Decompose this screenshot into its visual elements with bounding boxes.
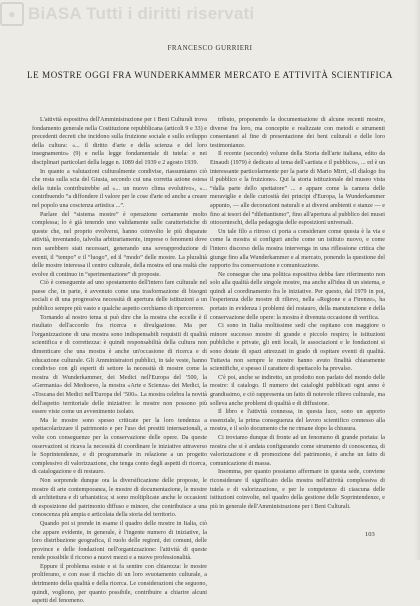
paragraph: tributo, proponendo la documentazione di alcune recenti mostre, diverse fra loro, ma concepite e realizzate con metodi e strumenti consentanei al fine di presentazione dei beni culturali e delle loro testimonianze. xyxy=(210,117,385,149)
paragraph: Un tale filo a ritroso ci porta a considerare come questa è la via e come la mostra si configuri anche come un istituto nuovo, e come l'intero discorso della mostra intervenga in una riflessione critica che giunge fino alla Wunderkammer e al mercato, ponendo la questione del rapporto fra conservazione e comunicazione. xyxy=(210,228,385,270)
watermark xyxy=(0,2,254,26)
biasa-logo-icon: ● xyxy=(0,2,24,26)
page-edge-shadow xyxy=(414,0,420,560)
paragraph: In quanto a valutazioni culturalmente condivise, riassumiamo ciò che resta sulla scia del Giusta, secondo cui una corretta azione estesa della tutela contribuirebbe ad «... un nuovo clima evolutivo», «... contribuendo “a diffondere il valore per le cose d'arte ed anche a creare nel popolo una coscienza artistica ...”. xyxy=(32,168,207,209)
text-column-left xyxy=(32,116,207,605)
paragraph: Ci sono in Italia moltissime sedi che ospitano con maggiore o minore successo mostre di grande e piccolo respiro; le istituzioni pubbliche e private, gli enti locali, le associazioni e le fondazioni si sono dotate di spazi attrezzati in grado di ospitare eventi di qualità. Tuttavia non sempre le mostre hanno avuto finalità chiaramente scientifiche, e spesso il carattere di spettacolo ha prevalso. xyxy=(210,323,385,373)
paragraph: Ciò è conseguente ad uno spostamento dell'intero fare culturale nel paese che, in parte, è avvenuto come una trasformazione di bisogni sociali e di una progressiva necessità di apertura delle istituzioni a un pubblico sempre più vasto e qualche aspetto cerchiamo di ripercorrere. xyxy=(32,280,207,313)
paragraph: Insomma, per quanto possiamo affermare in questa sede, conviene riconsiderare il significato della mostra nell'attività complessiva di tutela e di valorizzazione, e per le competenze di ciascuna delle istituzioni coinvolte, nel quadro della gestione delle Soprintendenze, e più in generale dell'Amministrazione per i Beni Culturali. xyxy=(210,469,385,510)
paragraph: Quando poi si prende in esame il quadro delle mostre in Italia, ciò che appare evidente, in generale, è l'ingente numero di iniziative, la loro distribuzione geografica, il ruolo delle regioni, dei comuni, delle province e delle fondazioni nell'organizzazione: l'attività di queste rende possibile il ricorso a nuovi mezzi e a nuove professionalità. xyxy=(32,520,207,562)
paragraph: L'attività espositiva dell'Amministrazione per i Beni Culturali trova fondamento generale nella Costituzione repubblicana (articoli 9 e 33) e precedenti decreti che incidono sulla fruizione sociale e sullo sviluppo della cultura: «... il diritto d'arte e della scienza e del loro insegnamento» (9) e nella legge fondamentale di tutela: e nei disciplinari particolari della legge n. 1089 del 1939 e 2 agosto 1939. xyxy=(32,117,207,166)
article-title: LE MOSTRE OGGI FRA WUNDERKAMMER MERCATO E ATTIVITÀ SCIENTIFICA xyxy=(27,70,393,80)
paragraph: Eppure il problema esiste e si fa sentire con chiarezza: le mostre proliferano, e con esse il rischio di un loro svuotamento culturale, a detrimento della qualità e della ricerca. Le considerazioni che seguono, quindi, vogliono, per quanto possibile, contribuire a chiarire alcuni aspetti del fenomeno. xyxy=(32,563,207,605)
paragraph: Il libro e l'attività connessa, in questa luce, sono un apporto essenziale, la prima conseguenza del lavoro scientifico connesso alla mostra, e il solo documento che ne rimane dopo la chiusura. xyxy=(210,409,385,433)
paragraph: Non sorprende dunque ora la diversificazione delle proposte, le mostre di arte contemporanea, le mostre di documentazione, le mostre di architettura e di urbanistica; si sono moltiplicate anche le occasioni di esposizione del patrimonio diffuso e minore, che contribuisce a una conoscenza più ampia e articolata della storia del territorio. xyxy=(32,477,207,519)
paragraph: Ci troviamo dunque di fronte ad un fenomeno di grande portata: la mostra che si è andata configurando come strumento di conoscenza, di valorizzazione e di promozione del patrimonio, è anche un fatto di comunicazione di massa. xyxy=(210,434,385,467)
page-number: 103 xyxy=(365,531,375,538)
text-column-right xyxy=(210,116,385,530)
paragraph: Tornando al nostro tema si può dire che la mostra che eccelle è il risultato dell'accordo fra ricerca e divulgazione. Ma per l'organizzazione di una mostra sono indispensabili requisiti di qualità scientifica e di correttezza: è quindi responsabilità della cultura non dimenticare che una mostra è anche un'occasione di ricerca e di educazione culturale. Gli Amministratori pubblici, in tale veste, hanno condiviso con gli esperti di settore la necessità di mostre come la mostra di Wunderkammer, dei Medici nell'Europa del ’500, la «Germania» del Medioevo, la mostra «Arte e Scienza» dei Medici, la «Toscana dei Medici nell'Europa del ’500». La mostra celebra la novità dell'aspetto territoriale delle iniziative: le mostre non possono più essere viste come un avvenimento isolato. xyxy=(32,314,207,416)
paragraph: Parlare del “sistema mostre” è operazione certamente molto complessa; lo è già tenendo uno validamente sulle caratteristiche di queste che, nel proprio evolversi, hanno coinvolto le più disparate attività, inventando, talvolta arbitrariamente, imprese o fenomeni dove non sarebbero stati necessari, generando una sovrapproduzione di eventi, il “tempo” e il “luogo”, ed il “modo” delle mostre. La pluralità delle mostre interessa il centro culturale, della mostra ed una realtà che evolve di continuo in “sperimentazione” di proposte. xyxy=(32,211,207,278)
paragraph: Ne consegue che una politica espositiva debba fare riferimento non solo alla qualità delle singole mostre, ma anche all'idea di un sistema, e quindi al coordinamento fra le iniziative. Per questo, dal 1979 in poi, l'esperienza delle mostre di rilievo, nella «Regione e a Firenze», ha portato in evidenza i problemi del restauro, della manutenzione e della conservazione delle opere: la mostra è divenuta occasione di verifica. xyxy=(210,271,385,321)
paragraph: Ma le mostre sono spesso criticate per la loro tendenza a spettacolarizzare il patrimonio e per l'uso dei prestiti internazionali, a volte con conseguenze per la conservazione delle opere. Da queste osservazioni si ricava la necessità di coordinare le iniziative attraverso le Soprintendenze, e di programmarle in relazione a un progetto complessivo di valorizzazione, che tenga conto degli aspetti di ricerca, di catalogazione e di restauro. xyxy=(32,417,207,476)
paragraph: Il recente (secondo) volume della Storia dell'arte italiana, edito da Einaudi (1979) è dedicato al tema dell'«artista e il pubblico», ... ed è un interessante particolarmente per la parte di Mario Mirri, «Il dialogo fra il pubblico e la fruizione». Qui la storia istituzionale del museo vista “dalla parte dello spettatore” ... e appare come la camera delle meraviglie e delle curiosità dei principi d'Europa, la Wunderkammer appunto, — alle decorazioni naturali e ai diversi ambienti e stanze — e fino ai tesori del “dilettantismo”, fino all'apertura al pubblico dei musei ottocenteschi, della pedagogia delle esposizioni universali. xyxy=(210,151,385,227)
watermark-text: BiASA Tutti i diritti riservati xyxy=(28,4,255,23)
paragraph: C'è poi, anche se indiretto, un prodotto non parlato del mondo delle mostre: il catalogo. Il numero dei cataloghi pubblicati ogni anno è grandissimo, e ciò rappresenta un fatto di notevole rilievo culturale, ma solleva anche problemi di qualità e di diffusione. xyxy=(210,374,385,407)
article-author: FRANCESCO GURRIERI xyxy=(167,44,253,52)
